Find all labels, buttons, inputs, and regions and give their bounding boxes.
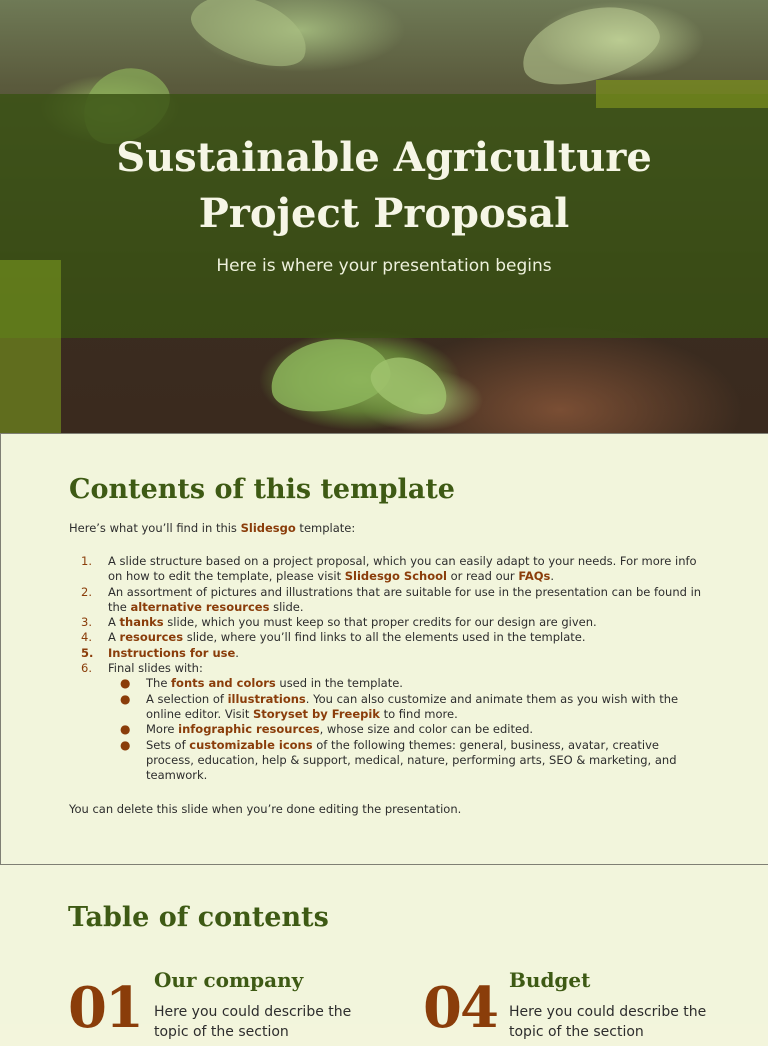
item-text: A	[108, 630, 120, 645]
list-number: 5.	[81, 645, 94, 660]
toc-title: Budget	[509, 968, 591, 992]
item-text: . You can also customize and animate them as you wish with the online editor. Visit	[146, 691, 679, 721]
item-text: slide, which you must keep so that proper credits for our design are given.	[163, 615, 597, 630]
alternative-resources-link[interactable]: alternative resources	[130, 599, 270, 614]
bullet-item	[108, 738, 709, 784]
list-item	[69, 585, 709, 616]
list-number: 2.	[81, 584, 92, 599]
toc-item-budget[interactable]	[423, 966, 723, 1046]
toc-item-our-company[interactable]	[68, 966, 368, 1046]
list-item	[69, 661, 709, 783]
toc-heading: Table of contents	[68, 902, 329, 933]
list-number: 6.	[81, 661, 92, 676]
item-text: .	[235, 645, 239, 660]
list-item	[69, 615, 709, 630]
illustrations-link[interactable]: illustrations	[227, 691, 306, 706]
item-text: slide, where you’ll find links to all the elements used in the template.	[183, 630, 586, 645]
list-item	[69, 646, 709, 661]
item-text: An assortment of pictures and illustrations that are suitable for use in the presentation can be found in the	[108, 584, 702, 614]
resources-link[interactable]: resources	[119, 630, 184, 645]
item-text: A	[108, 615, 120, 630]
list-number: 1.	[81, 554, 92, 568]
list-item	[69, 554, 709, 585]
title-line-1: Sustainable Agriculture	[116, 134, 652, 181]
accent-bar-right	[596, 80, 768, 108]
item-text: Final slides with:	[108, 661, 203, 676]
item-text: The	[146, 676, 172, 691]
item-text: A selection of	[146, 691, 228, 706]
list-item	[69, 630, 709, 645]
bullet-item	[108, 676, 709, 691]
instructions-link[interactable]: Instructions for use	[108, 645, 236, 660]
item-text: More	[146, 722, 179, 737]
intro-text: Here’s what you’ll find in this	[69, 521, 241, 535]
item-text: .	[550, 569, 555, 584]
accent-bar-left	[0, 260, 61, 433]
presentation-subtitle: Here is where your presentation begins	[216, 256, 552, 276]
toc-description: Here you could describe the topic of the section	[509, 1004, 707, 1040]
fonts-and-colors-link[interactable]: fonts and colors	[171, 676, 276, 691]
bullet-item	[108, 722, 709, 737]
item-text: A slide structure based on a project proposal, which you can easily adapt to your needs. For more info on how to edit the template, please visit	[108, 554, 697, 584]
intro-text: template:	[295, 521, 356, 535]
list-number: 3.	[81, 615, 92, 630]
slidesgo-school-link[interactable]: Slidesgo School	[344, 569, 447, 584]
item-text: , whose size and color can be edited.	[319, 722, 534, 737]
bullet-icon: ●	[120, 691, 131, 706]
title-line-2: Project Proposal	[198, 190, 570, 237]
toc-slide	[0, 866, 768, 1041]
contents-list	[69, 554, 709, 783]
presentation-title	[0, 130, 768, 242]
contents-outro: You can delete this slide when you’re done editing the presentation.	[69, 802, 462, 816]
bullet-item	[108, 692, 709, 723]
bullet-icon: ●	[120, 722, 131, 737]
faqs-link[interactable]: FAQs	[518, 569, 551, 584]
item-text: used in the template.	[275, 676, 403, 691]
thanks-link[interactable]: thanks	[119, 615, 164, 630]
toc-number: 01	[68, 975, 142, 1041]
slidesgo-link[interactable]: Slidesgo	[240, 521, 296, 535]
toc-title: Our company	[154, 968, 304, 992]
bullet-icon: ●	[120, 676, 131, 691]
toc-number: 04	[423, 975, 497, 1041]
item-text: to find more.	[379, 706, 458, 721]
infographic-resources-link[interactable]: infographic resources	[178, 722, 320, 737]
item-text: or read our	[446, 569, 519, 584]
contents-intro	[69, 521, 355, 535]
customizable-icons-link[interactable]: customizable icons	[189, 737, 313, 752]
storyset-link[interactable]: Storyset by Freepik	[253, 706, 380, 721]
contents-slide	[0, 433, 768, 865]
item-text: of the following themes: general, business, avatar, creative process, education, help & support, medical, nature, performing arts, SEO & marketing, and teamwork.	[146, 737, 677, 783]
toc-description: Here you could describe the topic of the section	[154, 1004, 352, 1040]
item-text: Sets of	[146, 737, 190, 752]
final-slides-list	[108, 676, 709, 783]
title-slide	[0, 0, 768, 433]
list-number: 4.	[81, 630, 92, 645]
contents-heading: Contents of this template	[69, 474, 455, 505]
item-text: slide.	[269, 599, 304, 614]
bullet-icon: ●	[120, 737, 131, 752]
leaf-decoration	[183, 0, 316, 79]
